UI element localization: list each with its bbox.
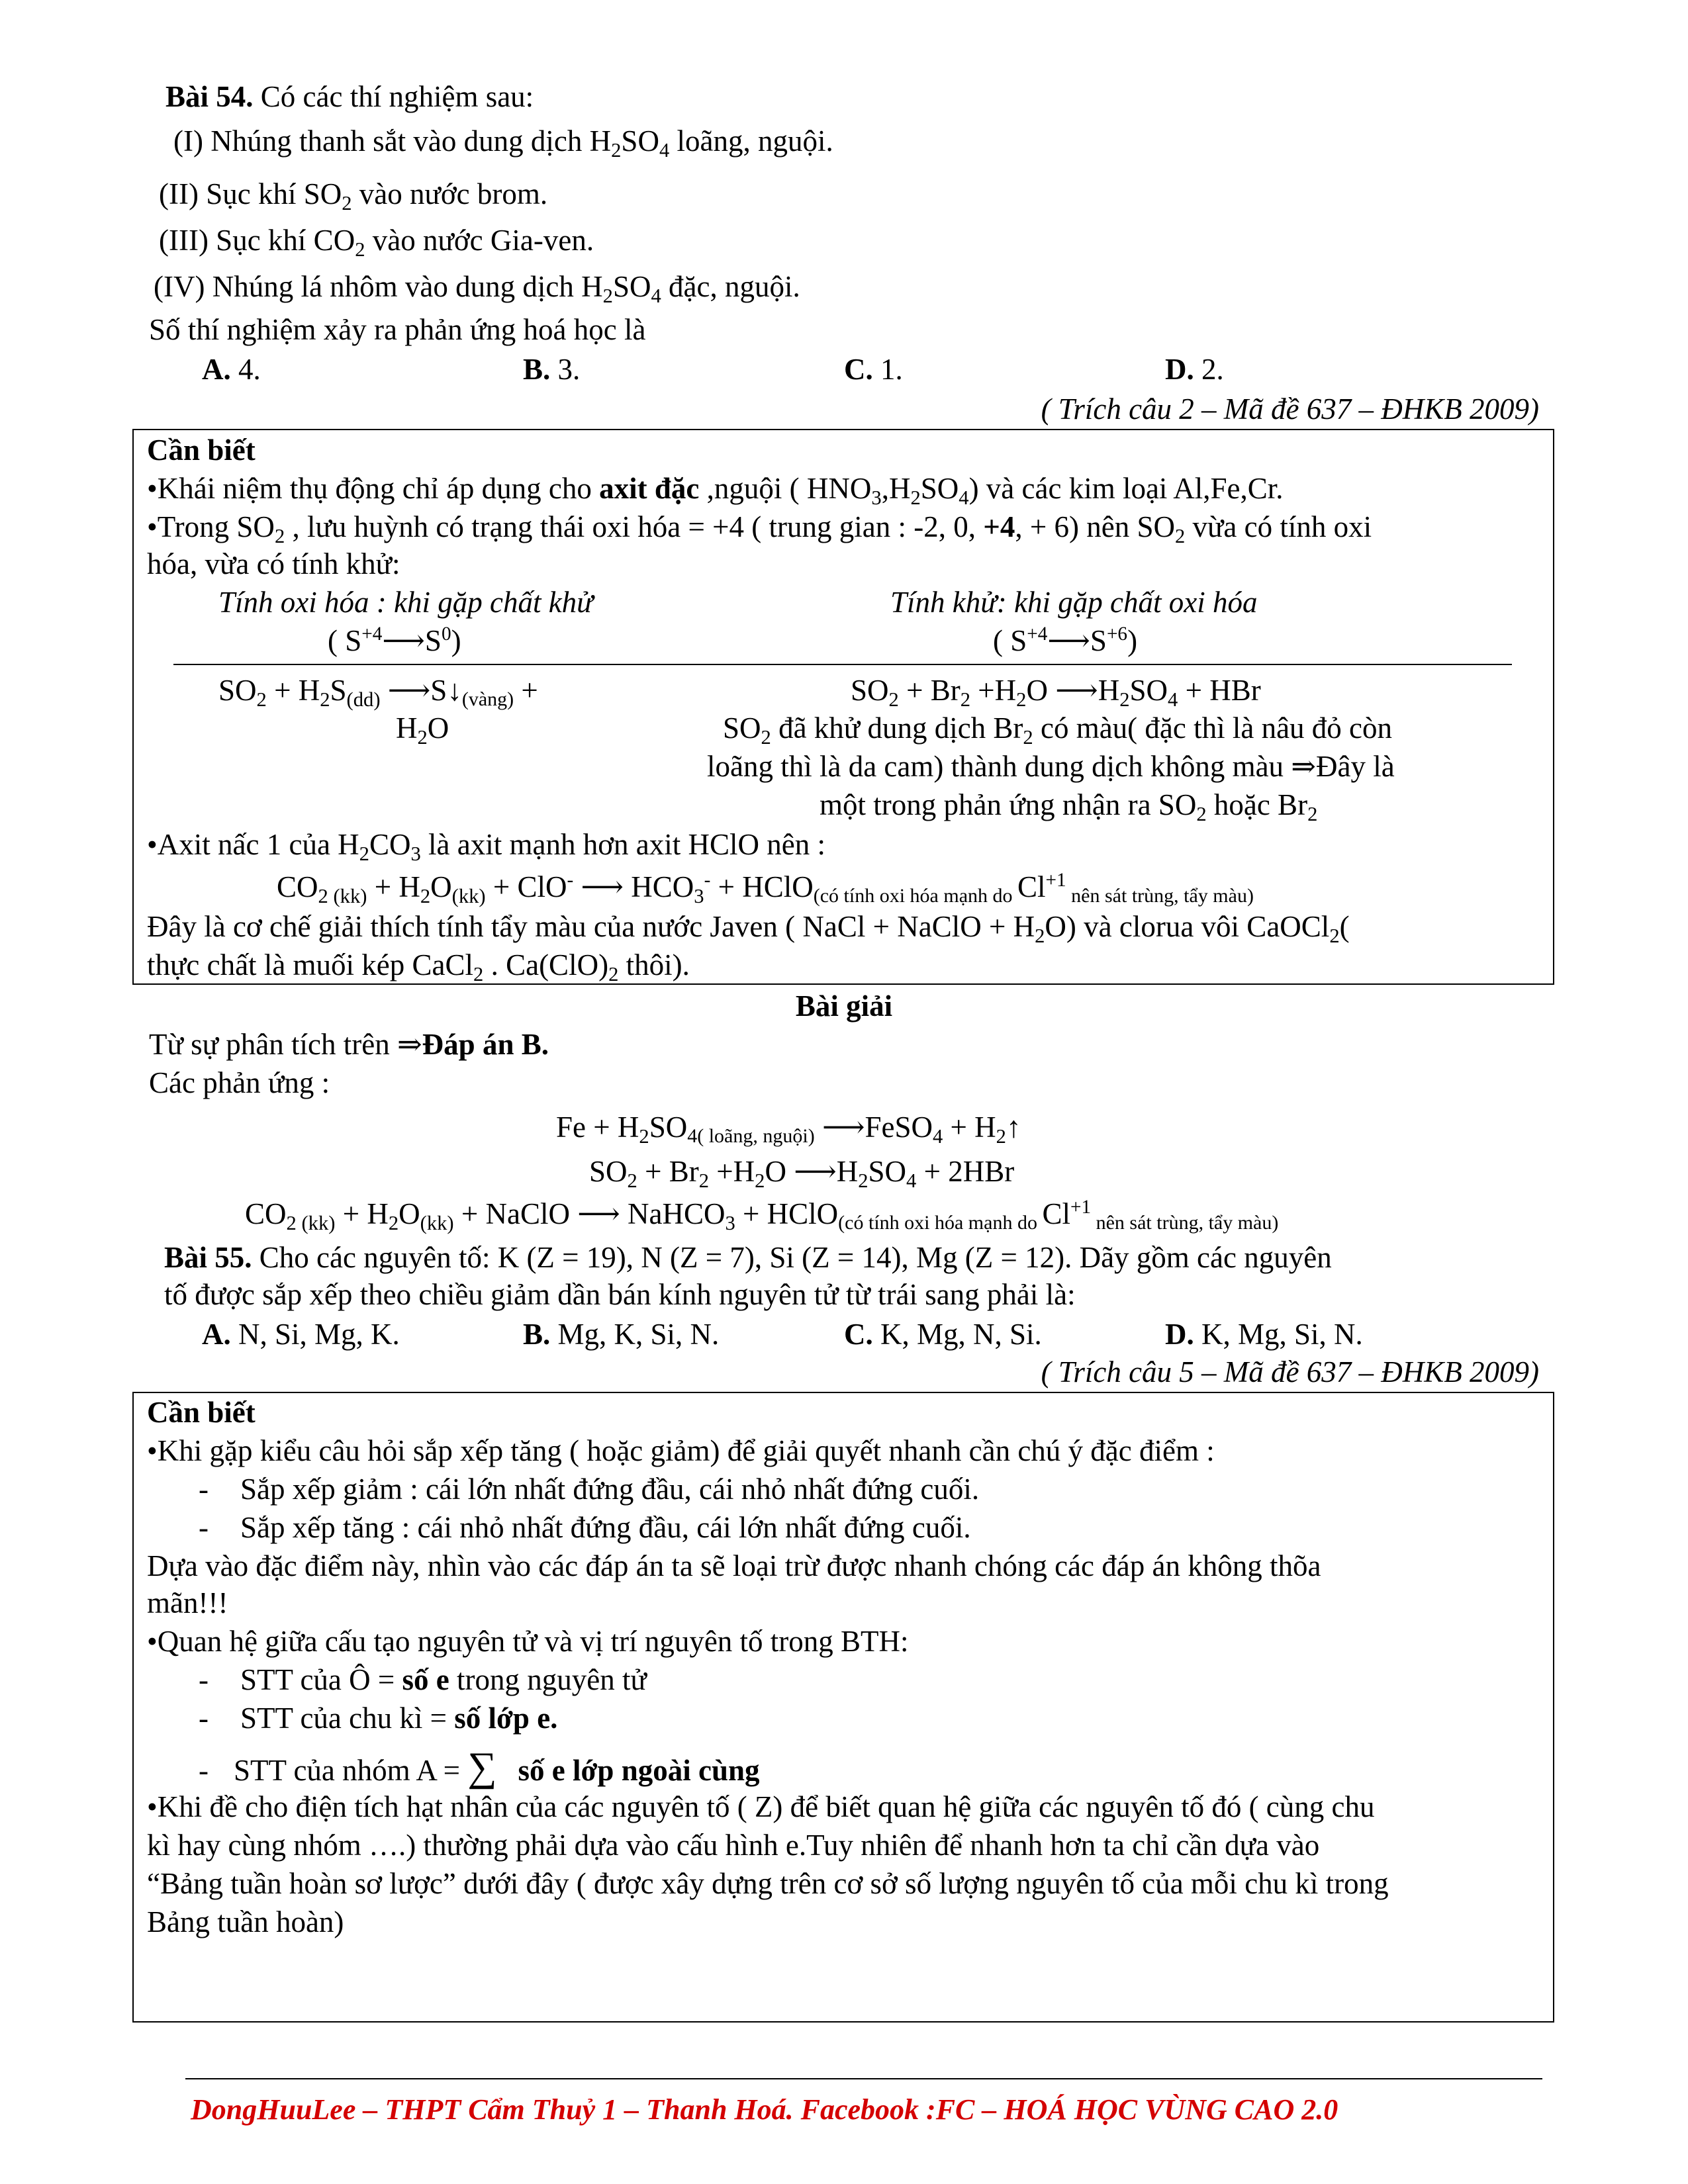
q55-option-c: C. K, Mg, N, Si. — [844, 1318, 1042, 1351]
box2-paragraph-1: Dựa vào đặc điểm này, nhìn vào các đáp án ta sẽ loại trừ được nhanh chóng các đáp án không thõa — [147, 1549, 1321, 1582]
q54-option-b: B. 3. — [523, 353, 581, 386]
arrow-icon: ⟶ — [1047, 624, 1090, 657]
reaction-3: $CO_{2 (kk)} + H_2O_{(kk)}$ + NaClO ⟶ NaHCO$_3$ + HClO$_{(có tính oxi hóa mạnh do}$ $Cl^{+1}$ $_{nên sát trùng, tẩy màu)}$ — [245, 1196, 1279, 1234]
q54-question: Số thí nghiệm xảy ra phản ứng hoá học là — [149, 313, 646, 346]
box2-bullet-2: •Quan hệ giữa cấu tạo nguyên tử và vị trí nguyên tố trong BTH: — [147, 1625, 909, 1658]
q54-exp2: (II) Sục khí $SO_2$ vào nước brom. — [159, 177, 548, 214]
oxidizing-equation: $SO_2 + H_2S_{(dd)}$ $⟶S↓_{(vàng)}$ + — [218, 674, 538, 711]
implies-icon: ⇒ — [397, 1028, 422, 1061]
arrow-icon: ⟶ — [382, 624, 425, 657]
co2-clo-equation: $CO_{2 (kk)} + H_2O_{(kk)} + ClO^-$ ⟶ $HCO_3^-$ + HClO$_{(có tính oxi hóa mạnh do}$ $Cl^{+1}$ $_{nên sát trùng, tẩy màu)}$ — [277, 869, 1254, 907]
box2-paragraph-2: mãn!!! — [147, 1586, 228, 1619]
q55-option-b: B. Mg, K, Si, N. — [523, 1318, 720, 1351]
reaction-2: $SO_2 + Br_2 +H_2O$ $⟶H_2SO_4 + 2HBr$ — [589, 1155, 1015, 1192]
box2-heading: Cần biết — [147, 1396, 256, 1429]
arrow-icon: ⟶ — [577, 1197, 620, 1230]
solution-heading: Bài giải — [795, 989, 893, 1023]
javen-note-2: thực chất là muối kép CaCl$_2$ . $Ca(ClO)_2$ thôi). — [147, 948, 690, 985]
q54-source: ( Trích câu 2 – Mã đề 637 – ĐHKB 2009) — [1041, 392, 1539, 426]
box2-bullet-3-line-3: “Bảng tuần hoàn sơ lược” dưới đây ( được xây dựng trên cơ sở số lượng nguyên tố của mỗi chu kì trong — [147, 1867, 1389, 1900]
javen-note-1: Đây là cơ chế giải thích tính tẩy màu của nước Javen ( NaCl + NaClO + $H_2O$) và clorua vôi CaOCl$_2$( — [147, 910, 1350, 947]
reducing-equation: $SO_2 + Br_2 +H_2O$ $⟶H_2SO_4$ + HBr — [851, 674, 1261, 711]
arrow-icon: ⟶ — [821, 1111, 865, 1144]
footer-rule — [185, 2078, 1542, 2079]
arrow-icon: ⟶ — [1055, 674, 1098, 707]
q55-title: Bài 55. — [164, 1241, 252, 1274]
q55-text-2: tố được sắp xếp theo chiều giảm dần bán kính nguyên tử từ trái sang phải là: — [164, 1278, 1076, 1311]
q54-option-a: A. 4. — [202, 353, 261, 386]
box1-bullet-2-cont: hóa, vừa có tính khử: — [147, 547, 400, 580]
down-arrow-icon: ↓ — [447, 674, 462, 707]
oxidizing-title: Tính oxi hóa : khi gặp chất khử — [218, 586, 593, 619]
q54-exp4: (IV) Nhúng lá nhôm vào dung dịch $H_2SO_4$ đặc, nguội. — [154, 270, 800, 307]
box2-dash-1: - Sắp xếp giảm : cái lớn nhất đứng đầu, cái nhỏ nhất đứng cuối. — [199, 1473, 980, 1506]
box1-bullet-2: •Trong $SO_2$ , lưu huỳnh có trạng thái oxi hóa = +4 ( trung gian : -2, 0, +4, + 6) nên $SO_2$ vừa có tính oxi — [147, 510, 1372, 547]
reducing-note-2: loãng thì là da cam) thành dung dịch không màu ⇒Đây là — [707, 750, 1395, 783]
reducing-note-1: $SO_2$ đã khử dung dịch $Br_2$ có màu( đặc thì là nâu đỏ còn — [723, 711, 1393, 749]
reaction-1: $Fe + H_2SO_{4( loãng, nguội)}$ ⟶FeSO$_4$ + $H_2↑$ — [556, 1111, 1021, 1148]
q54-exp1: (I) Nhúng thanh sắt vào dung dịch $H_2SO_4$ loãng, nguội. — [173, 124, 833, 161]
box1-bullet-1: •Khái niệm thụ động chỉ áp dụng cho axit đặc ,nguội ( $HNO_3,H_2SO_4$) và các kim loại Al,Fe,Cr. — [147, 472, 1284, 509]
arrow-icon: ⟶ — [794, 1155, 837, 1188]
up-arrow-icon: ↑ — [1006, 1111, 1021, 1144]
sum-icon: ∑ — [467, 1745, 497, 1790]
reducing-title: Tính khử: khi gặp chất oxi hóa — [890, 586, 1258, 619]
table-divider — [173, 664, 1512, 665]
arrow-icon: ⟶ — [581, 870, 624, 903]
box2-bullet-3: •Khi đề cho điện tích hạt nhân của các nguyên tố ( Z) để biết quan hệ giữa các nguyên tố đó ( cùng chu — [147, 1790, 1375, 1823]
box1-heading: Cần biết — [147, 433, 256, 467]
q55-text-1: Bài 55. Cho các nguyên tố: K (Z = 19), N (Z = 7), Si (Z = 14), Mg (Z = 12). Dãy gồm các nguyên — [164, 1241, 1332, 1274]
solution-reactions-label: Các phản ứng : — [149, 1066, 330, 1099]
q54-intro: Bài 54. Có các thí nghiệm sau: — [165, 80, 534, 113]
box2-bullet-3-line-2: kì hay cùng nhóm ….) thường phải dựa vào cấu hình e.Tuy nhiên để nhanh hơn ta chỉ cần dựa vào — [147, 1829, 1320, 1862]
oxidizing-equation-water: $H_2O$ — [396, 711, 449, 749]
q54-option-d: D. 2. — [1165, 353, 1224, 386]
footer-text: DongHuuLee – THPT Cẩm Thuỷ 1 – Thanh Hoá. Facebook :FC – HOÁ HỌC VÙNG CAO 2.0 — [191, 2093, 1338, 2126]
q54-option-c: C. 1. — [844, 353, 903, 386]
implies-icon: ⇒ — [1291, 750, 1317, 783]
solution-answer-line: Từ sự phân tích trên ⇒Đáp án B. — [149, 1028, 549, 1061]
box2-rule-1: - STT của Ô = số e trong nguyên tử — [199, 1663, 647, 1696]
q54-exp3: (III) Sục khí $CO_2$ vào nước Gia-ven. — [159, 224, 594, 261]
box2-dash-2: - Sắp xếp tăng : cái nhỏ nhất đứng đầu, cái lớn nhất đứng cuối. — [199, 1511, 971, 1544]
box2-rule-2: - STT của chu kì = số lớp e. — [199, 1702, 558, 1735]
box2-bullet-1: •Khi gặp kiểu câu hỏi sắp xếp tăng ( hoặc giảm) để giải quyết nhanh cần chú ý đặc điểm : — [147, 1434, 1215, 1467]
q55-source: ( Trích câu 5 – Mã đề 637 – ĐHKB 2009) — [1041, 1355, 1539, 1388]
oxidizing-change: ( $S^{+4}⟶S^0$) — [328, 623, 461, 657]
q55-option-d: D. K, Mg, Si, N. — [1165, 1318, 1363, 1351]
reducing-change: ( $S^{+4}⟶S^{+6}$) — [993, 623, 1138, 657]
box1-bullet-3: •Axit nấc 1 của $H_2CO_3$ là axit mạnh hơn axit HClO nên : — [147, 828, 825, 865]
arrow-icon: ⟶ — [387, 674, 431, 707]
reducing-note-3: một trong phản ứng nhận ra $SO_2$ hoặc $Br_2$ — [820, 788, 1318, 825]
q54-title: Bài 54. — [165, 80, 254, 113]
q55-option-a: A. N, Si, Mg, K. — [202, 1318, 400, 1351]
box2-rule-3: - STT của nhóm A = ∑ số e lớp ngoài cùng — [199, 1745, 760, 1790]
box2-bullet-3-line-4: Bảng tuần hoàn) — [147, 1905, 344, 1938]
